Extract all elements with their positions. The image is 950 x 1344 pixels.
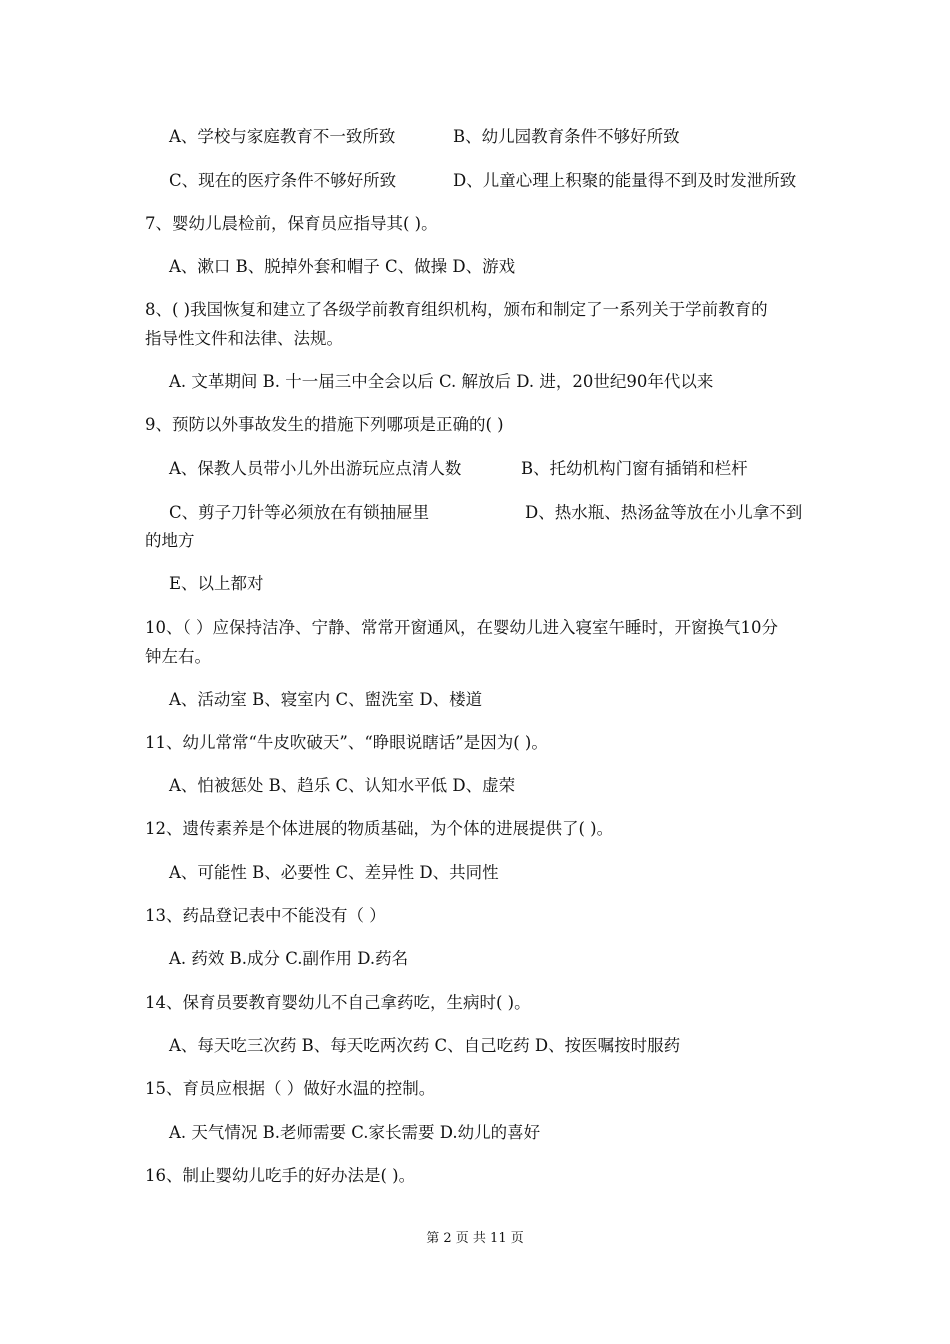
question-line: 12、遗传素养是个体进展的物质基础，为个体的进展提供了( )。	[145, 819, 614, 838]
option-text: A、保教人员带小儿外出游玩应点清人数	[169, 459, 462, 478]
option-text: D、热水瓶、热汤盆等放在小儿拿不到	[525, 503, 803, 522]
question-line: 11、幼儿常常“牛皮吹破天”、“睁眼说瞎话”是因为( )。	[145, 733, 548, 752]
options-line: A、可能性 B、必要性 C、差异性 D、共同性	[169, 863, 499, 882]
continuation-line: 指导性文件和法律、法规。	[145, 329, 343, 348]
question-line: 16、制止婴幼儿吃手的好办法是( )。	[145, 1166, 416, 1185]
question-line: 8、( )我国恢复和建立了各级学前教育组织机构，颁布和制定了一系列关于学前教育的	[145, 300, 768, 319]
option-text: C、现在的医疗条件不够好所致	[169, 171, 397, 190]
options-line: A. 文革期间 B. 十一届三中全会以后 C. 解放后 D. 进，20世纪90年代以来	[169, 372, 714, 391]
question-line: 13、药品登记表中不能没有（ ）	[145, 906, 386, 925]
question-line: 7、婴幼儿晨检前，保育员应指导其( )。	[145, 214, 438, 233]
option-text: B、托幼机构门窗有插销和栏杆	[521, 459, 748, 478]
question-line: 15、育员应根据（ ）做好水温的控制。	[145, 1079, 436, 1098]
question-line: 14、保育员要教育婴幼儿不自己拿药吃，生病时( )。	[145, 993, 531, 1012]
options-line: E、以上都对	[169, 574, 264, 593]
page-footer: 第 2 页 共 11 页	[426, 1231, 524, 1246]
options-line: A、漱口 B、脱掉外套和帽子 C、做操 D、游戏	[169, 257, 516, 276]
options-line: A、活动室 B、寝室内 C、盥洗室 D、楼道	[169, 690, 483, 709]
question-line: 9、预防以外事故发生的措施下列哪项是正确的( )	[145, 415, 504, 434]
option-text: D、儿童心理上积聚的能量得不到及时发泄所致	[453, 171, 797, 190]
option-text: A、学校与家庭教育不一致所致	[169, 127, 396, 146]
options-line: A、怕被惩处 B、趋乐 C、认知水平低 D、虚荣	[169, 776, 516, 795]
question-line: 10、（ ）应保持洁净、宁静、常常开窗通风，在婴幼儿进入寝室午睡时，开窗换气10分	[145, 618, 778, 637]
continuation-line: 的地方	[145, 531, 195, 550]
continuation-line: 钟左右。	[145, 647, 211, 666]
option-text: B、幼儿园教育条件不够好所致	[453, 127, 680, 146]
options-line: A. 天气情况 B.老师需要 C.家长需要 D.幼儿的喜好	[169, 1123, 541, 1142]
options-line: A. 药效 B.成分 C.副作用 D.药名	[169, 949, 409, 968]
options-line: A、每天吃三次药 B、每天吃两次药 C、自己吃药 D、按医嘱按时服药	[169, 1036, 681, 1055]
option-text: C、剪子刀针等必须放在有锁抽屉里	[169, 503, 430, 522]
